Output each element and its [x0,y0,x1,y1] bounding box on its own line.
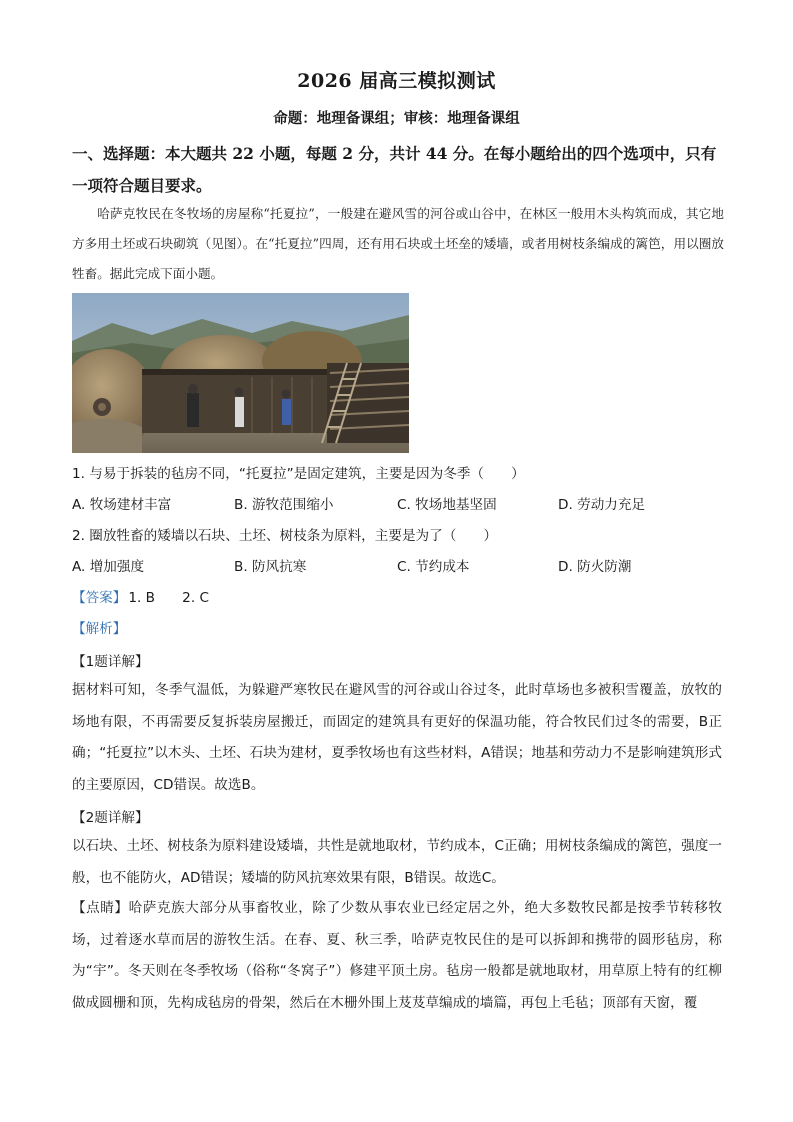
answer-value: 1. B 2. C [128,590,209,606]
detail-2-text: 以石块、土坯、树枝条为原料建设矮墙，共性是就地取材，节约成本，C正确；用树枝条编成的篱笆，强度一般，也不能防火，AD错误；矮墙的防风抗寒效果有限，B错误。故选C。 [72,838,722,886]
question-2-options [72,555,732,577]
option-2b: B. 防风抗寒 [234,559,307,575]
section-header: 一、选择题：本大题共 22 小题，每题 2 分，共计 44 分。在每小题给出的四个选项中，只有一项符合题目要求。 [72,144,717,195]
answer-label: 【答案】 [72,590,127,606]
tip-paragraph [72,893,722,1019]
detail-2-label: 【2题详解】 [72,810,149,826]
option-1b: B. 游牧范围缩小 [234,497,334,513]
answer-line [72,586,209,606]
tuoxiala-photo [72,293,409,453]
option-2a: A. 增加强度 [72,559,145,575]
page-subtitle: 命题：地理备课组；审核：地理备课组 [273,110,520,127]
option-2c: C. 节约成本 [397,559,470,575]
option-1a: A. 牧场建材丰富 [72,497,172,513]
tip-text: 哈萨克族大部分从事畜牧业，除了少数从事农业已经定居之外，绝大多数牧民都是按季节转移牧场，过着逐水草而居的游牧生活。在春、夏、秋三季，哈萨克牧民住的是可以拆卸和携带的圆形毡房，称为“宇”。冬天则在冬季牧场（俗称“冬窝子”）修建平顶土房。毡房一般都是就地取材，用草原上特有的红柳做成圆栅和顶，先构成毡房的骨架，然后在木栅外围上芨芨草编成的墙篇，再包上毛毡；顶部有天窗，覆 [72,900,723,1011]
detail-1-text: 据材料可知，冬季气温低，为躲避严寒牧民在避风雪的河谷或山谷过冬，此时草场也多被积雪覆盖，放牧的场地有限，不再需要反复拆装房屋搬迁，而固定的建筑具有更好的保温功能，符合牧民们过冬的需要，B正确；“托夏拉”以木头、土坯、石块为建材，夏季牧场也有这些材料，A错误；地基和劳动力不是影响建筑形式的主要原因，CD错误。故选B。 [72,682,722,793]
material-paragraph: 哈萨克牧民在冬牧场的房屋称“托夏拉”，一般建在避风雪的河谷或山谷中，在林区一般用木头构筑而成，其它地方多用土坯或石块砌筑（见图）。在“托夏拉”四周，还有用石块或土坯垒的矮墙，或者用树枝条编成的篱笆，用以圈放牲畜。据此完成下面小题。 [72,206,724,281]
detail-1-label: 【1题详解】 [72,654,149,670]
question-1-options [72,493,732,515]
question-2-stem: 2. 圈放牲畜的矮墙以石块、土坯、树枝条为原料，主要是为了（ ） [72,528,498,544]
tip-label: 【点睛】 [72,900,129,916]
analysis-label: 【解析】 [72,621,127,637]
option-1d: D. 劳动力充足 [558,497,646,513]
page-title: 2026 届高三模拟测试 [297,70,496,92]
option-1c: C. 牧场地基坚固 [397,497,497,513]
option-2d: D. 防火防潮 [558,559,632,575]
question-1-stem: 1. 与易于拆装的毡房不同，“托夏拉”是固定建筑，主要是因为冬季（ ） [72,466,525,482]
